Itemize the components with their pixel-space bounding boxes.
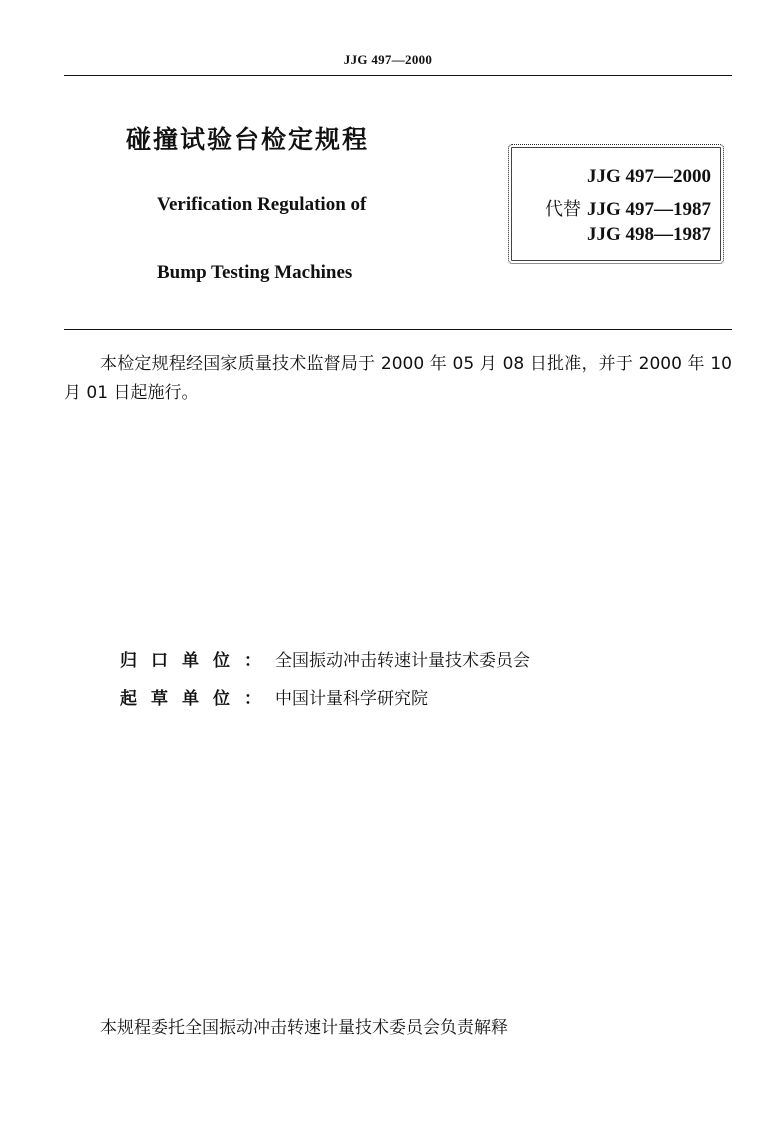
replaced-standard-code-1: JJG 497—1987 xyxy=(586,199,711,220)
drafting-unit-value: 中国计量科学研究院 xyxy=(275,689,428,709)
interpretation-note: 本规程委托全国振动冲击转速计量技术委员会负责解释 xyxy=(100,1018,508,1038)
responsible-unit-label: 归口单位： xyxy=(120,651,275,671)
current-standard-code: JJG 497—2000 xyxy=(586,166,711,187)
drafting-unit-row xyxy=(120,684,428,709)
section-rule xyxy=(64,329,732,330)
responsible-unit-value: 全国振动冲击转速计量技术委员会 xyxy=(275,651,530,671)
replace-label: 代替 xyxy=(544,199,581,220)
replaced-standard-code-2: JJG 498—1987 xyxy=(586,224,711,245)
standard-code-box xyxy=(508,144,724,264)
document-title-english-line1: Verification Regulation of xyxy=(157,194,367,215)
drafting-unit-label: 起草单位： xyxy=(120,689,275,709)
header-rule xyxy=(64,75,732,76)
responsible-unit-row xyxy=(120,646,530,671)
approval-statement: 本检定规程经国家质量技术监督局于 2000 年 05 月 08 日批准，并于 2000 年 10 月 01 日起施行。 xyxy=(64,354,732,403)
document-title-chinese: 碰撞试验台检定规程 xyxy=(126,125,370,154)
header-standard-code: JJG 497—2000 xyxy=(343,52,433,67)
replaced-standard-line-1 xyxy=(545,195,711,221)
document-title-english-line2: Bump Testing Machines xyxy=(157,262,353,283)
